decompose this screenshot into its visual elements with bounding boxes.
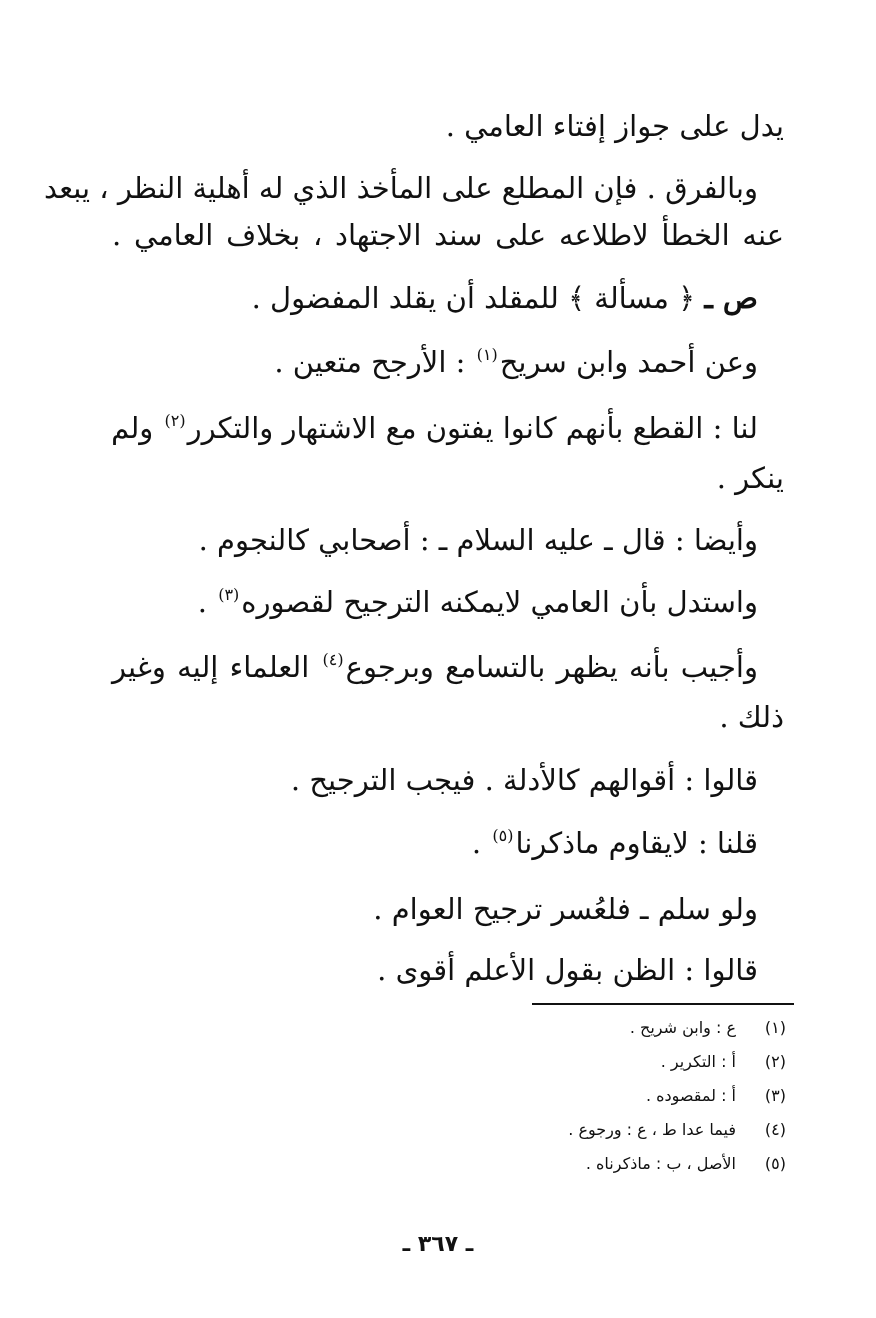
text-line-12: قالوا : أقوالهم كالأدلة . فيجب الترجيح . — [290, 763, 758, 797]
text-line-11: ذلك . — [719, 700, 784, 734]
footnote-number: (٤) — [764, 1120, 786, 1139]
text-line-3: عنه الخطأ لاطلاعه على سند الاجتهاد ، بخلاف العامي . — [112, 218, 784, 252]
footnote-3 — [646, 1084, 786, 1108]
text-line-5: وعن أحمد وابن سريح$^{(١)}$ : الأرجح متعين . — [274, 345, 758, 379]
footnote-text: الأصل ، ب : ماذكرناه . — [585, 1154, 736, 1173]
footnote-ref-5: (٥) — [492, 826, 514, 845]
footnote-5 — [586, 1152, 786, 1176]
footnote-text: ع : وابن شريح . — [629, 1018, 736, 1037]
text-line-6: لنا : القطع بأنهم كانوا يفتون مع الاشتهار والتكرر$^{(٢)}$ ولم — [111, 411, 758, 445]
text-line-2: وبالفرق . فإن المطلع على المأخذ الذي له أهلية النظر ، يبعد — [43, 171, 758, 205]
footnote-number: (٥) — [764, 1154, 786, 1173]
footnote-divider — [532, 1003, 794, 1005]
footnote-text: أ : التكرير . — [660, 1052, 736, 1071]
footnote-text: فيما عدا ط ، ع : ورجوع . — [568, 1120, 736, 1139]
footnote-number: (٣) — [764, 1086, 786, 1105]
footnote-number: (٢) — [764, 1052, 786, 1071]
text-line-8: وأيضا : قال ـ عليه السلام ـ : أصحابي كالنجوم . — [198, 523, 758, 557]
text-line-7: ينكر . — [716, 461, 784, 495]
text-line-9: واستدل بأن العامي لايمكنه الترجيح لقصوره$^{(٣)}$ . — [197, 585, 758, 619]
footnote-ref-1: (١) — [476, 345, 498, 364]
text-line-15: قالوا : الظن بقول الأعلم أقوى . — [377, 953, 758, 987]
footnote-ref-2: (٢) — [164, 411, 186, 430]
footnote-number: (١) — [764, 1018, 786, 1037]
footnote-ref-4: (٤) — [322, 650, 344, 669]
text-line-1: يدل على جواز إفتاء العامي . — [445, 109, 784, 143]
footnote-4 — [568, 1118, 786, 1142]
text-line-14: ولو سلم ـ فلعُسر ترجيح العوام . — [373, 892, 758, 926]
section-marker: ص ـ — [704, 281, 758, 315]
footnote-ref-3: (٣) — [218, 585, 240, 604]
text-line-13: قلنا : لايقاوم ماذكرنا$^{(٥)}$ . — [471, 826, 758, 860]
footnote-2 — [661, 1050, 786, 1074]
footnote-text: أ : لمقصوده . — [645, 1086, 736, 1105]
text-line-4: ص ـ ﴿ مسألة ﴾ للمقلد أن يقلد المفضول . — [251, 281, 758, 315]
text-line-10: وأجيب بأنه يظهر بالتسامع وبرجوع$^{(٤)}$ العلماء إليه وغير — [112, 650, 758, 684]
page-number: ـ ٣٦٧ ـ — [402, 1232, 474, 1257]
footnote-1 — [630, 1016, 786, 1040]
